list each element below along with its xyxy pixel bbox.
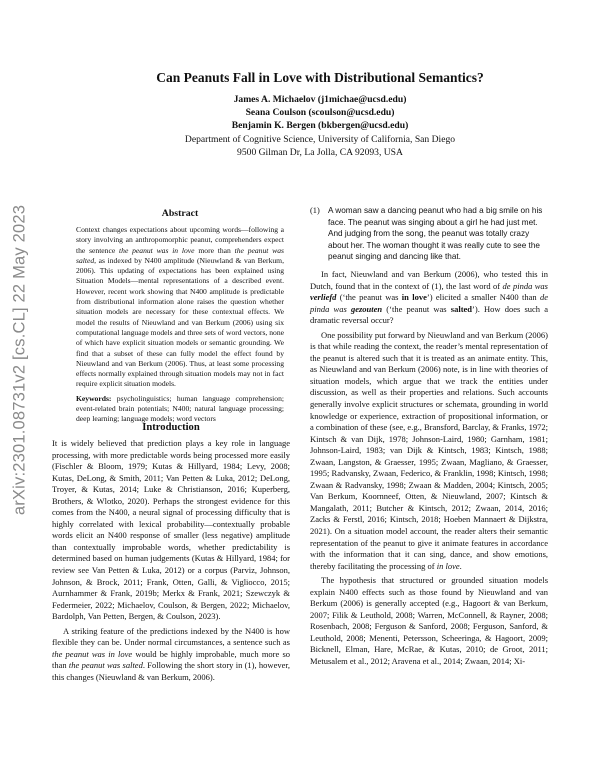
example-1 [310, 205, 548, 263]
author-3: Benjamin K. Bergen (bkbergen@ucsd.edu) [231, 120, 409, 132]
address: 9500 Gilman Dr, La Jolla, CA 92093, USA [237, 146, 403, 158]
right-paragraph-3: The hypothesis that structured or grounded situation models explain N400 effects such as those found by Nieuwland and van Berkum (2006) is generally accepted (e.g., Hagoort & van Berkum, 2007; Filik & Leuthold, 2008; Warren, McConnell, & Rayner, 2008; Rosenbach, 2008; Ferguson & Sanford, 2008; Ferguson, Sanford, & Leuthold, 2008; Menenti, Petersson, Scheeringa, & Hagoort, 2009; Bicknell, Elman, Hare, McRae, & Kutas, 2010; de Groot, 2011; Metusalem et al., 2012; Aravena et al., 2014; Zwaan, 2014; Xi- [310, 575, 548, 667]
intro-paragraph-2: A striking feature of the predictions indexed by the N400 is how flexible they can be. Under normal circumstances, a sentence such as the peanut was in love would be highly improbable, much more so than the peanut was salted. Following the short story in (1), however, this changes (Nieuwland & van Berkum, 2006). [52, 625, 290, 682]
left-column-body [52, 438, 290, 686]
author-1: James A. Michaelov (j1michae@ucsd.edu) [233, 94, 407, 105]
example-text: A woman saw a dancing peanut who had a big smile on his face. The peanut was singing about a girl he had just met. And judging from the song, the peanut was totally crazy about her. The woman thought it was really cute to see the peanut singing and dancing like that. [328, 206, 543, 262]
right-column-body [310, 205, 548, 671]
keywords: Keywords: psycholinguistics; human language comprehension; event-related brain potentials; N400; natural language processing; deep learning; language models; word vectors [76, 393, 284, 424]
abstract-section [76, 208, 284, 425]
paper-title: Can Peanuts Fall in Love with Distributional Semantics? [156, 70, 484, 85]
arxiv-stamp [0, 140, 40, 580]
author-2: Seana Coulson (scoulson@ucsd.edu) [245, 107, 395, 119]
intro-paragraph-1: It is widely believed that prediction plays a key role in language processing, with more predictable words being processed more easily (Fischler & Bloom, 1979; Kutas & Hillyard, 1984; Levy, 2008; Kutas, DeLong, & Smith, 2011; Van Petten & Luka, 2012; DeLong, Troyer, & Kutas, 2014; Luke & Christianson, 2016; Kuperberg, Brothers, & Wlotko, 2020). Perhaps the strongest evidence for this comes from the N400, a neural signal of processing difficulty that is highly correlated with lexical probability—contextually probable words elicit an N400 response of smaller (less negative) amplitude than contextually improbable words, whether predictability is determined based on human judgements (Kutas & Hillyard, 1984; for review see Van Petten & Luka, 2012) or a corpus (Parviz, Johnson, Johnson, & Brock, 2011; Frank, Otten, Galli, & Vigliocco, 2015; Aurnhammer & Frank, 2019b; Merkx & Frank, 2021; Szewczyk & Federmeier, 2022; Michaelov, Coulson, & Bergen, 2022; Michaelov, Bardolph, Van Petten, Bergen, & Coulson, 2023). [52, 438, 290, 622]
arxiv-stamp-text: arXiv:2301.08731v2 [cs.CL] 22 May 2023 [10, 204, 29, 516]
right-paragraph-2: One possibility put forward by Nieuwland and van Berkum (2006) is that while reading the context, the reader’s mental representation of the peanut is altered such that it is treated as an animate entity. This, as Nieuwland and van Berkum (2006) note, is in line with theories of situation models, which argue that we track the entities under discussion, as well as their properties and relations. Such accounts generally involve explicit structures or schemata, grounding in world knowledge or experience, extraction of propositional information, or a combination of these (see, e.g., Bransford, Barclay, & Franks, 1972; Kintsch & van Dijk, 1978; Johnson-Laird, 1980; Garnham, 1981; Johnson-Laird, 1983; van Dijk & Kintsch, 1983; Kintsch, 1988; Zwaan, Langston, & Graesser, 1995; Zwaan, Magliano, & Graesser, 1995; Radvansky, Zwaan, Federico, & Franklin, 1998; Kintsch, 1998; Zwaan & Radvansky, 1998; Zwaan & Madden, 2004; Kintsch, 2005; Van Berkum, Koornneef, Otten, & Nieuwland, 2007; Kintsch & Mangalath, 2011; Butcher & Kintsch, 2012; Zwaan, 2014, 2016; Zacks & Ferstl, 2016; Kintsch, 2018; Hoeben Mannaert & Dijkstra, 2021). On a situation model account, the reader alters their semantic representation of the peanut to give it animate features in accordance with the information that it can sing, dance, and show emotions, thereby facilitating the processing of in love. [310, 329, 548, 571]
right-paragraph-1: In fact, Nieuwland and van Berkum (2006), who tested this in Dutch, found that in the context of (1), the last word of de pinda was verliefd (‘the peanut was in love’) elicited a smaller N400 than de pinda was gezouten (‘the peanut was salted’). How does such a dramatic reversal occur? [310, 268, 549, 326]
abstract-heading: Abstract [161, 208, 199, 219]
affiliation: Department of Cognitive Science, University of California, San Diego [184, 133, 456, 145]
author-block [60, 93, 580, 159]
abstract-text: Context changes expectations about upcoming words—following a story involving an anthropomorphic peanut, comprehenders expect the sentence the peanut was in love more than the peanut was salted, as indexed by N400 amplitude (Nieuwland & van Berkum, 2006). This updating of expectations has been explained using Situation Models—mental representations of a described event. However, recent work showing that N400 amplitude is predictable from distributional information alone raises the question whether situation models are necessary for these contextual effects. We model the results of Nieuwland and van Berkum (2006) using six computational language models and three sets of word vectors, none of which have explicit situation models or semantic grounding. We find that a subset of these can fully model the effect found by Nieuwland and van Berkum (2006). Thus, at least some processing effects normally explained through situation models may not in fact require explicit situation models. [76, 225, 285, 389]
example-number: (1) [310, 206, 320, 215]
introduction-heading: Introduction [142, 422, 200, 433]
